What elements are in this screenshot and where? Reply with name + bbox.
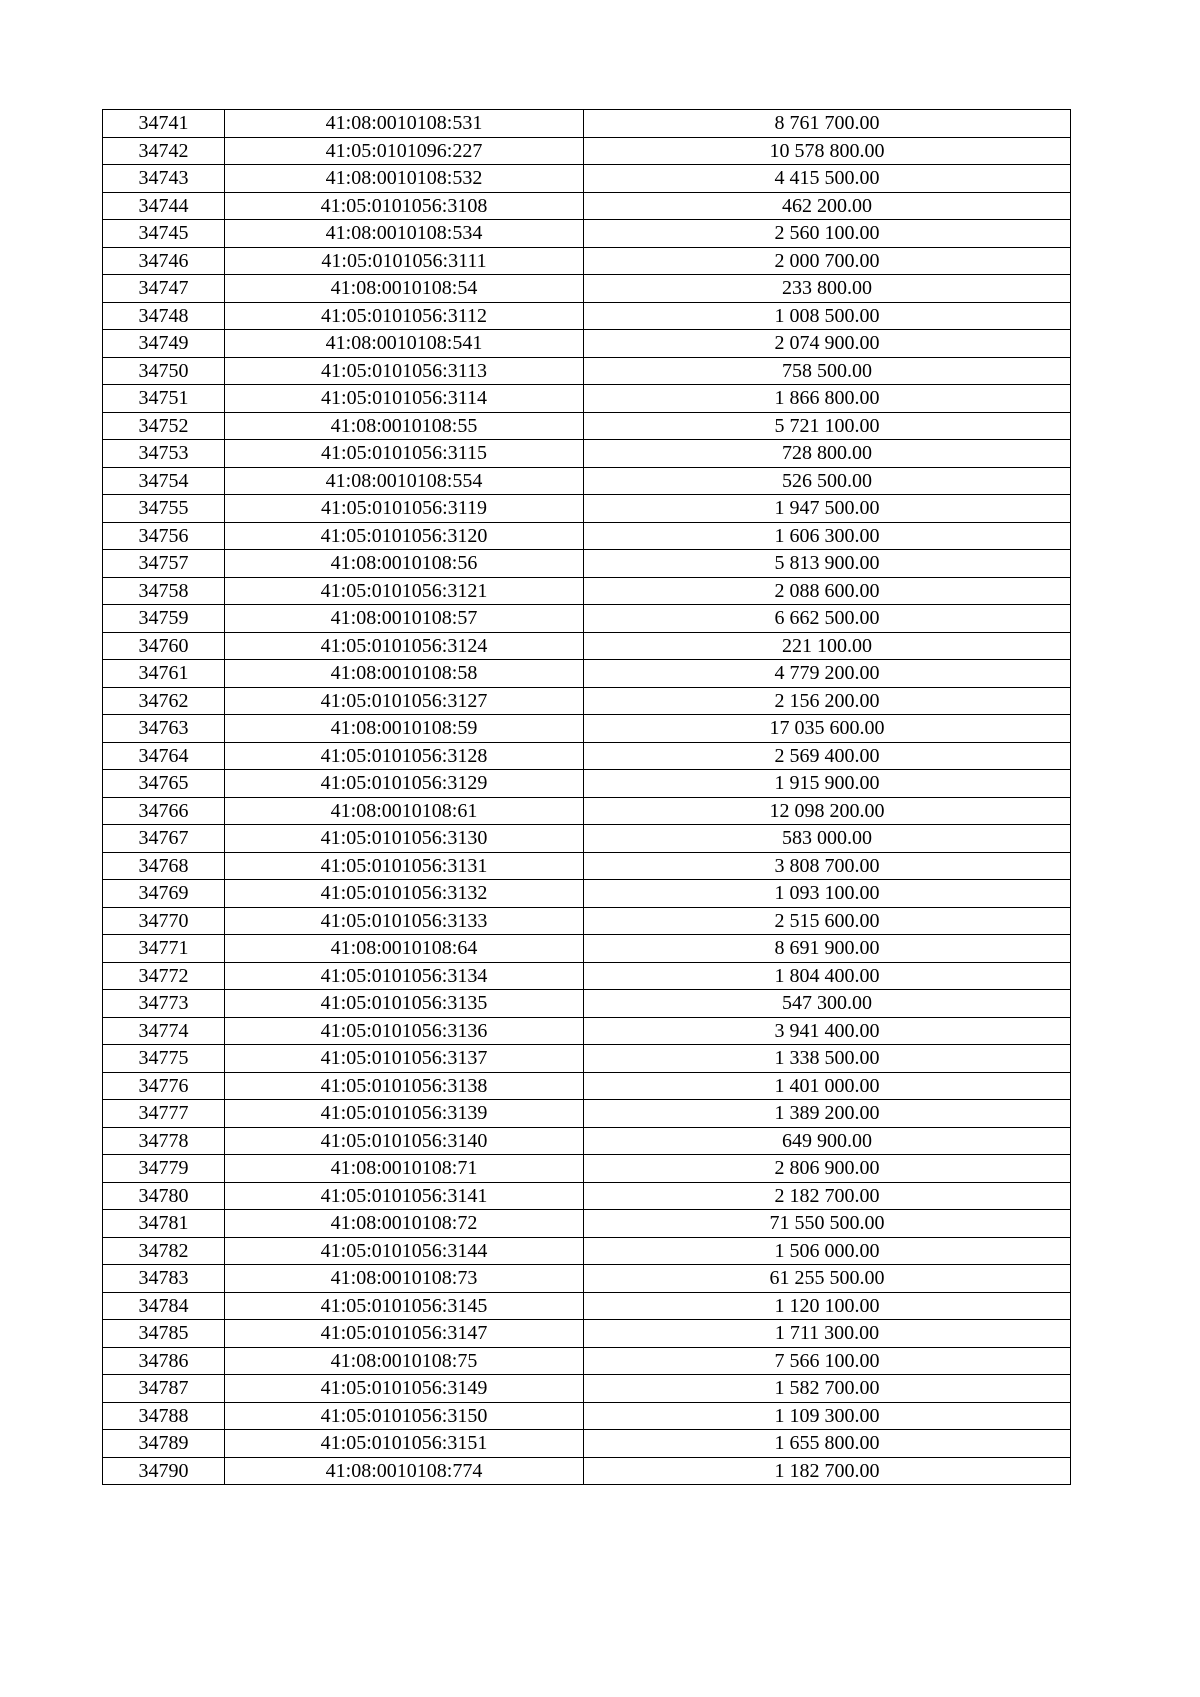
table-row xyxy=(103,880,1071,908)
table-row xyxy=(103,192,1071,220)
cadastral-number-cell: 41:08:0010108:64 xyxy=(225,935,584,963)
cadastral-number-cell: 41:05:0101056:3108 xyxy=(225,192,584,220)
cadastral-number-cell: 41:08:0010108:534 xyxy=(225,220,584,248)
cadastral-number-cell: 41:05:0101056:3127 xyxy=(225,687,584,715)
table-row xyxy=(103,1155,1071,1183)
cadastral-value-cell: 2 088 600.00 xyxy=(584,577,1071,605)
cadastral-value-cell: 4 779 200.00 xyxy=(584,660,1071,688)
table-row xyxy=(103,412,1071,440)
row-number-cell: 34749 xyxy=(103,330,225,358)
table-row xyxy=(103,935,1071,963)
cadastral-number-cell: 41:05:0101056:3136 xyxy=(225,1017,584,1045)
row-number-cell: 34773 xyxy=(103,990,225,1018)
table-row xyxy=(103,385,1071,413)
table-row xyxy=(103,715,1071,743)
cadastral-number-cell: 41:05:0101056:3141 xyxy=(225,1182,584,1210)
row-number-cell: 34770 xyxy=(103,907,225,935)
cadastral-number-cell: 41:08:0010108:72 xyxy=(225,1210,584,1238)
table-row xyxy=(103,660,1071,688)
cadastral-number-cell: 41:05:0101056:3134 xyxy=(225,962,584,990)
row-number-cell: 34761 xyxy=(103,660,225,688)
cadastral-number-cell: 41:08:0010108:531 xyxy=(225,110,584,138)
cadastral-number-cell: 41:08:0010108:59 xyxy=(225,715,584,743)
cadastral-value-cell: 2 000 700.00 xyxy=(584,247,1071,275)
row-number-cell: 34754 xyxy=(103,467,225,495)
table-row xyxy=(103,522,1071,550)
row-number-cell: 34784 xyxy=(103,1292,225,1320)
row-number-cell: 34777 xyxy=(103,1100,225,1128)
cadastral-value-cell: 728 800.00 xyxy=(584,440,1071,468)
row-number-cell: 34741 xyxy=(103,110,225,138)
row-number-cell: 34785 xyxy=(103,1320,225,1348)
table-row xyxy=(103,1100,1071,1128)
table-row xyxy=(103,1265,1071,1293)
table-row xyxy=(103,275,1071,303)
table-row xyxy=(103,742,1071,770)
table-row xyxy=(103,1347,1071,1375)
cadastral-value-cell: 1 606 300.00 xyxy=(584,522,1071,550)
cadastral-number-cell: 41:05:0101096:227 xyxy=(225,137,584,165)
row-number-cell: 34776 xyxy=(103,1072,225,1100)
cadastral-number-cell: 41:05:0101056:3128 xyxy=(225,742,584,770)
table-row xyxy=(103,1072,1071,1100)
cadastral-number-cell: 41:05:0101056:3121 xyxy=(225,577,584,605)
table-row xyxy=(103,852,1071,880)
table-row xyxy=(103,797,1071,825)
cadastral-number-cell: 41:05:0101056:3137 xyxy=(225,1045,584,1073)
cadastral-value-cell: 758 500.00 xyxy=(584,357,1071,385)
table-row xyxy=(103,1457,1071,1485)
cadastral-number-cell: 41:08:0010108:56 xyxy=(225,550,584,578)
cadastral-number-cell: 41:05:0101056:3129 xyxy=(225,770,584,798)
cadastral-value-cell: 1 947 500.00 xyxy=(584,495,1071,523)
cadastral-value-cell: 8 761 700.00 xyxy=(584,110,1071,138)
table-row xyxy=(103,137,1071,165)
cadastral-value-cell: 2 156 200.00 xyxy=(584,687,1071,715)
cadastral-value-cell: 462 200.00 xyxy=(584,192,1071,220)
cadastral-number-cell: 41:05:0101056:3150 xyxy=(225,1402,584,1430)
cadastral-number-cell: 41:05:0101056:3112 xyxy=(225,302,584,330)
table-row xyxy=(103,1237,1071,1265)
row-number-cell: 34774 xyxy=(103,1017,225,1045)
cadastral-value-cell: 1 008 500.00 xyxy=(584,302,1071,330)
table-row xyxy=(103,1182,1071,1210)
table-row xyxy=(103,990,1071,1018)
row-number-cell: 34763 xyxy=(103,715,225,743)
cadastral-number-cell: 41:05:0101056:3114 xyxy=(225,385,584,413)
row-number-cell: 34780 xyxy=(103,1182,225,1210)
cadastral-number-cell: 41:05:0101056:3131 xyxy=(225,852,584,880)
cadastral-value-cell: 10 578 800.00 xyxy=(584,137,1071,165)
cadastral-number-cell: 41:05:0101056:3151 xyxy=(225,1430,584,1458)
cadastral-value-cell: 2 569 400.00 xyxy=(584,742,1071,770)
cadastral-number-cell: 41:05:0101056:3115 xyxy=(225,440,584,468)
row-number-cell: 34789 xyxy=(103,1430,225,1458)
cadastral-value-cell: 583 000.00 xyxy=(584,825,1071,853)
table-row xyxy=(103,577,1071,605)
table-row xyxy=(103,357,1071,385)
cadastral-number-cell: 41:05:0101056:3135 xyxy=(225,990,584,1018)
cadastral-value-cell: 8 691 900.00 xyxy=(584,935,1071,963)
row-number-cell: 34756 xyxy=(103,522,225,550)
table-row xyxy=(103,1430,1071,1458)
cadastral-value-cell: 3 808 700.00 xyxy=(584,852,1071,880)
cadastral-number-cell: 41:08:0010108:55 xyxy=(225,412,584,440)
table-row xyxy=(103,165,1071,193)
cadastral-value-cell: 1 506 000.00 xyxy=(584,1237,1071,1265)
row-number-cell: 34751 xyxy=(103,385,225,413)
row-number-cell: 34764 xyxy=(103,742,225,770)
table-row xyxy=(103,962,1071,990)
table-row xyxy=(103,440,1071,468)
row-number-cell: 34783 xyxy=(103,1265,225,1293)
cadastral-value-cell: 2 515 600.00 xyxy=(584,907,1071,935)
cadastral-number-cell: 41:05:0101056:3133 xyxy=(225,907,584,935)
row-number-cell: 34766 xyxy=(103,797,225,825)
cadastral-value-cell: 1 711 300.00 xyxy=(584,1320,1071,1348)
cadastral-number-cell: 41:05:0101056:3139 xyxy=(225,1100,584,1128)
row-number-cell: 34778 xyxy=(103,1127,225,1155)
cadastral-number-cell: 41:05:0101056:3120 xyxy=(225,522,584,550)
cadastral-value-cell: 1 182 700.00 xyxy=(584,1457,1071,1485)
row-number-cell: 34748 xyxy=(103,302,225,330)
cadastral-number-cell: 41:08:0010108:75 xyxy=(225,1347,584,1375)
cadastral-value-cell: 7 566 100.00 xyxy=(584,1347,1071,1375)
row-number-cell: 34788 xyxy=(103,1402,225,1430)
table-row xyxy=(103,605,1071,633)
cadastral-number-cell: 41:05:0101056:3130 xyxy=(225,825,584,853)
table-row xyxy=(103,1402,1071,1430)
table-row xyxy=(103,1017,1071,1045)
cadastral-number-cell: 41:08:0010108:541 xyxy=(225,330,584,358)
row-number-cell: 34775 xyxy=(103,1045,225,1073)
table-row xyxy=(103,770,1071,798)
cadastral-value-cell: 649 900.00 xyxy=(584,1127,1071,1155)
row-number-cell: 34771 xyxy=(103,935,225,963)
cadastral-value-cell: 526 500.00 xyxy=(584,467,1071,495)
cadastral-number-cell: 41:08:0010108:54 xyxy=(225,275,584,303)
table-row xyxy=(103,220,1071,248)
cadastral-value-cell: 1 093 100.00 xyxy=(584,880,1071,908)
table-row xyxy=(103,247,1071,275)
table-row xyxy=(103,1375,1071,1403)
table-row xyxy=(103,302,1071,330)
row-number-cell: 34745 xyxy=(103,220,225,248)
cadastral-number-cell: 41:05:0101056:3147 xyxy=(225,1320,584,1348)
cadastral-value-cell: 12 098 200.00 xyxy=(584,797,1071,825)
row-number-cell: 34768 xyxy=(103,852,225,880)
table-row xyxy=(103,1210,1071,1238)
table-row xyxy=(103,1292,1071,1320)
cadastral-number-cell: 41:05:0101056:3113 xyxy=(225,357,584,385)
row-number-cell: 34742 xyxy=(103,137,225,165)
cadastral-value-table xyxy=(102,109,1071,1485)
cadastral-number-cell: 41:08:0010108:71 xyxy=(225,1155,584,1183)
cadastral-value-cell: 1 389 200.00 xyxy=(584,1100,1071,1128)
table-row xyxy=(103,825,1071,853)
row-number-cell: 34790 xyxy=(103,1457,225,1485)
cadastral-number-cell: 41:08:0010108:73 xyxy=(225,1265,584,1293)
row-number-cell: 34752 xyxy=(103,412,225,440)
cadastral-value-cell: 233 800.00 xyxy=(584,275,1071,303)
cadastral-number-cell: 41:05:0101056:3119 xyxy=(225,495,584,523)
row-number-cell: 34762 xyxy=(103,687,225,715)
table-row xyxy=(103,1320,1071,1348)
row-number-cell: 34765 xyxy=(103,770,225,798)
cadastral-value-cell: 1 582 700.00 xyxy=(584,1375,1071,1403)
row-number-cell: 34744 xyxy=(103,192,225,220)
cadastral-value-cell: 2 806 900.00 xyxy=(584,1155,1071,1183)
cadastral-value-cell: 5 721 100.00 xyxy=(584,412,1071,440)
cadastral-number-cell: 41:05:0101056:3144 xyxy=(225,1237,584,1265)
row-number-cell: 34750 xyxy=(103,357,225,385)
row-number-cell: 34743 xyxy=(103,165,225,193)
cadastral-value-cell: 17 035 600.00 xyxy=(584,715,1071,743)
table-row xyxy=(103,907,1071,935)
row-number-cell: 34767 xyxy=(103,825,225,853)
row-number-cell: 34753 xyxy=(103,440,225,468)
row-number-cell: 34755 xyxy=(103,495,225,523)
row-number-cell: 34758 xyxy=(103,577,225,605)
cadastral-value-cell: 221 100.00 xyxy=(584,632,1071,660)
cadastral-number-cell: 41:05:0101056:3111 xyxy=(225,247,584,275)
cadastral-value-cell: 71 550 500.00 xyxy=(584,1210,1071,1238)
cadastral-value-cell: 2 074 900.00 xyxy=(584,330,1071,358)
cadastral-number-cell: 41:08:0010108:774 xyxy=(225,1457,584,1485)
cadastral-value-cell: 2 182 700.00 xyxy=(584,1182,1071,1210)
cadastral-number-cell: 41:05:0101056:3140 xyxy=(225,1127,584,1155)
row-number-cell: 34782 xyxy=(103,1237,225,1265)
cadastral-value-cell: 1 338 500.00 xyxy=(584,1045,1071,1073)
row-number-cell: 34781 xyxy=(103,1210,225,1238)
table-row xyxy=(103,110,1071,138)
cadastral-number-cell: 41:05:0101056:3138 xyxy=(225,1072,584,1100)
table-row xyxy=(103,687,1071,715)
cadastral-value-cell: 5 813 900.00 xyxy=(584,550,1071,578)
cadastral-number-cell: 41:05:0101056:3132 xyxy=(225,880,584,908)
cadastral-value-cell: 4 415 500.00 xyxy=(584,165,1071,193)
table-body xyxy=(103,110,1071,1485)
cadastral-value-cell: 1 401 000.00 xyxy=(584,1072,1071,1100)
cadastral-value-cell: 1 120 100.00 xyxy=(584,1292,1071,1320)
row-number-cell: 34787 xyxy=(103,1375,225,1403)
cadastral-value-cell: 1 915 900.00 xyxy=(584,770,1071,798)
table-row xyxy=(103,1127,1071,1155)
cadastral-number-cell: 41:05:0101056:3145 xyxy=(225,1292,584,1320)
cadastral-number-cell: 41:08:0010108:554 xyxy=(225,467,584,495)
row-number-cell: 34757 xyxy=(103,550,225,578)
table-row xyxy=(103,550,1071,578)
cadastral-number-cell: 41:08:0010108:532 xyxy=(225,165,584,193)
cadastral-number-cell: 41:08:0010108:58 xyxy=(225,660,584,688)
row-number-cell: 34786 xyxy=(103,1347,225,1375)
cadastral-number-cell: 41:05:0101056:3149 xyxy=(225,1375,584,1403)
cadastral-value-cell: 1 866 800.00 xyxy=(584,385,1071,413)
cadastral-value-cell: 1 655 800.00 xyxy=(584,1430,1071,1458)
row-number-cell: 34772 xyxy=(103,962,225,990)
row-number-cell: 34779 xyxy=(103,1155,225,1183)
row-number-cell: 34747 xyxy=(103,275,225,303)
row-number-cell: 34759 xyxy=(103,605,225,633)
table-row xyxy=(103,467,1071,495)
cadastral-number-cell: 41:08:0010108:61 xyxy=(225,797,584,825)
cadastral-number-cell: 41:05:0101056:3124 xyxy=(225,632,584,660)
cadastral-value-cell: 2 560 100.00 xyxy=(584,220,1071,248)
cadastral-value-cell: 61 255 500.00 xyxy=(584,1265,1071,1293)
table-row xyxy=(103,495,1071,523)
cadastral-value-cell: 1 804 400.00 xyxy=(584,962,1071,990)
cadastral-value-cell: 6 662 500.00 xyxy=(584,605,1071,633)
row-number-cell: 34769 xyxy=(103,880,225,908)
cadastral-number-cell: 41:08:0010108:57 xyxy=(225,605,584,633)
row-number-cell: 34746 xyxy=(103,247,225,275)
cadastral-value-cell: 1 109 300.00 xyxy=(584,1402,1071,1430)
cadastral-value-cell: 547 300.00 xyxy=(584,990,1071,1018)
table-row xyxy=(103,330,1071,358)
table-row xyxy=(103,632,1071,660)
row-number-cell: 34760 xyxy=(103,632,225,660)
table-row xyxy=(103,1045,1071,1073)
cadastral-value-cell: 3 941 400.00 xyxy=(584,1017,1071,1045)
